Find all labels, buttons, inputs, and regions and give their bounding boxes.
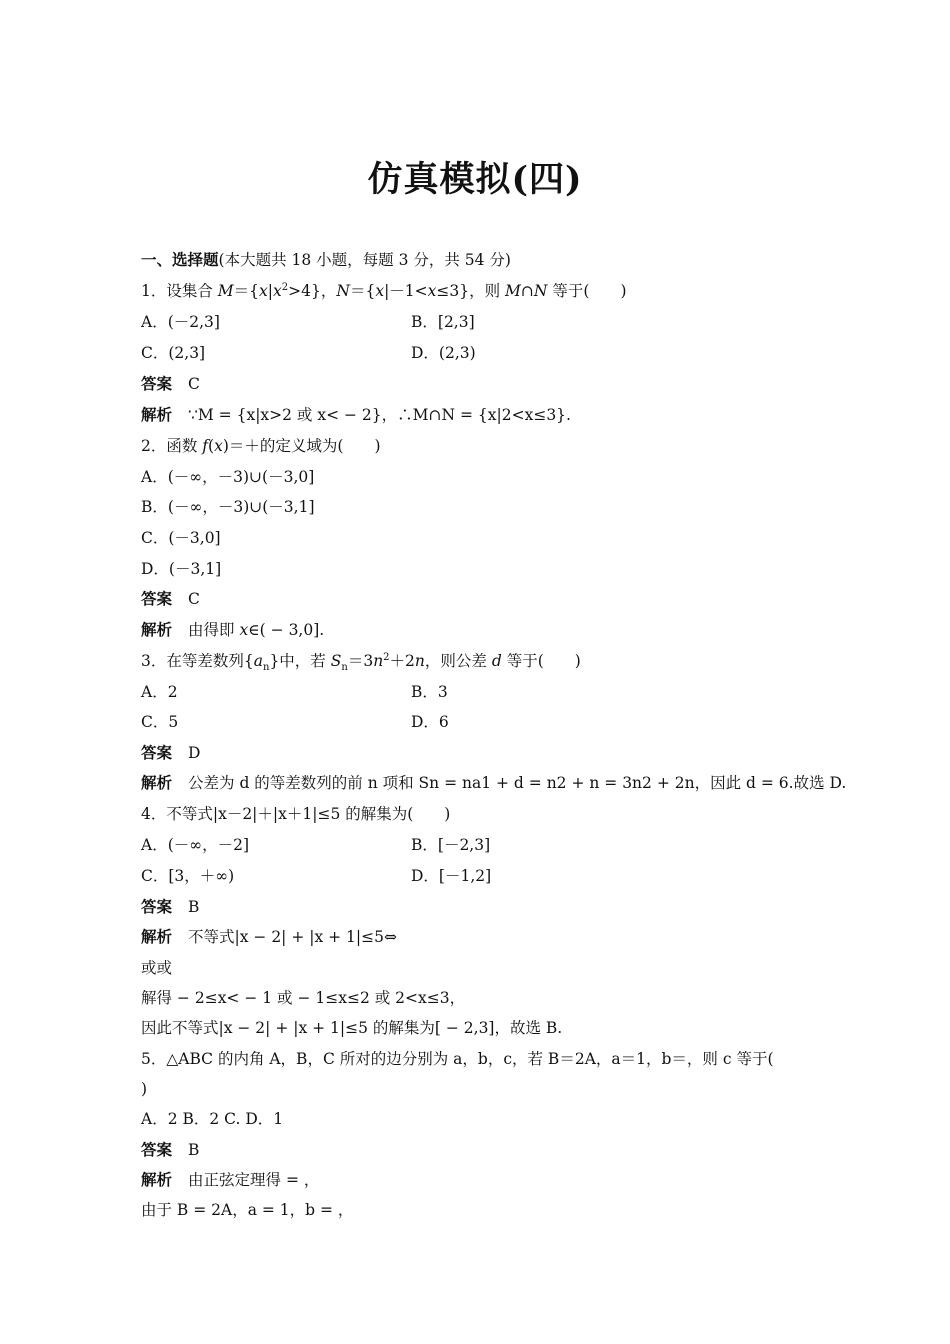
section-heading-note: (本大题共 18 小题，每题 3 分，共 54 分) — [218, 251, 511, 269]
analysis-label: 解析 — [141, 773, 173, 792]
question-2-stem — [141, 436, 381, 456]
answer-label: 答案 — [141, 374, 173, 393]
q2-option-c: C．(－3,0] — [141, 529, 221, 547]
q3-answer-value: D — [188, 744, 201, 762]
q1-answer-value: C — [188, 375, 200, 393]
answer-label: 答案 — [141, 897, 173, 916]
q1-var: x — [273, 282, 282, 300]
q1-analysis — [141, 405, 571, 425]
q3-subscript: n — [341, 662, 348, 674]
answer-label: 答案 — [141, 743, 173, 762]
q2-answer — [141, 589, 200, 609]
q4-analysis-line-2: 或或 — [141, 959, 173, 977]
q1-option-b: B．[2,3] — [411, 313, 475, 331]
question-5-stem-cont: ) — [141, 1080, 148, 1098]
q1-var: x — [259, 282, 268, 300]
q2-option-a: A．(－∞，－3)∪(－3,0] — [141, 468, 315, 486]
q3-analysis — [141, 773, 846, 793]
q1-var: M — [505, 282, 521, 300]
q2-stem-part: )＝＋的定义域为( ) — [222, 437, 381, 455]
q3-answer — [141, 743, 200, 763]
q1-stem-part: ∩ — [520, 282, 534, 300]
q2-analysis-part: ∈( − 3,0]. — [248, 621, 325, 639]
q3-stem-part: 3．在等差数列{ — [141, 652, 254, 670]
q1-superscript: 2 — [281, 281, 289, 293]
q5-answer-value: B — [188, 1141, 200, 1159]
q3-analysis-text: 公差为 d 的等差数列的前 n 项和 Sn = na1 + d = n2 + n = 3n2 + 2n，因此 d = 6.故选 D. — [188, 774, 847, 792]
q2-var: x — [239, 621, 249, 639]
q1-var: N — [533, 282, 548, 300]
q5-analysis — [141, 1170, 319, 1190]
q2-var: f — [202, 437, 209, 455]
q3-stem-part: ＝3 — [347, 652, 374, 670]
analysis-label: 解析 — [141, 927, 173, 946]
q3-var: d — [491, 652, 502, 670]
q3-stem-part: }中，若 — [269, 652, 331, 670]
q4-answer-value: B — [188, 898, 200, 916]
q1-stem-part: ＝{ — [349, 282, 376, 300]
q1-option-c: C．(2,3] — [141, 344, 206, 362]
question-4-stem: 4．不等式|x－2|＋|x＋1|≤5 的解集为( ) — [141, 805, 451, 823]
q5-analysis-text-1: 由正弦定理得 = ， — [188, 1171, 320, 1189]
q1-stem-part: 1．设集合 — [141, 282, 218, 300]
q1-analysis-text: ∵M = {x|x>2 或 x< − 2}，∴M∩N = {x|2<x≤3}. — [188, 406, 571, 424]
question-1-stem — [141, 281, 627, 301]
q2-var: x — [214, 437, 223, 455]
q2-analysis — [141, 620, 324, 640]
analysis-label: 解析 — [141, 405, 173, 424]
q2-analysis-part: 由得即 — [188, 621, 240, 639]
page-title: 仿真模拟(四) — [367, 159, 583, 200]
q3-option-b: B．3 — [411, 683, 448, 701]
q4-analysis-line-3: 解得 − 2≤x< − 1 或 − 1≤x≤2 或 2<x≤3， — [141, 989, 466, 1007]
q3-stem-part: 等于( ) — [501, 652, 581, 670]
q3-option-a: A．2 — [141, 683, 178, 701]
q3-superscript: 2 — [383, 651, 390, 663]
question-5-stem: 5．△ABC 的内角 A，B，C 所对的边分别为 a，b，c，若 B＝2A，a＝1，b＝，则 c 等于( — [141, 1050, 774, 1068]
q4-analysis-line-4: 因此不等式|x − 2| + |x + 1|≤5 的解集为[ − 2,3]，故选 B. — [141, 1019, 563, 1037]
q3-option-d: D．6 — [411, 713, 449, 731]
q1-stem-part: >4}， — [288, 282, 337, 300]
q3-var: a — [253, 652, 263, 670]
q1-stem-part: |－1< — [384, 282, 428, 300]
q1-stem-part: | — [267, 282, 274, 300]
q1-stem-part: ＝{ — [233, 282, 260, 300]
question-3-stem — [141, 651, 581, 674]
q2-option-d: D．(－3,1] — [141, 560, 222, 578]
q5-options: A．2 B．2 C. D．1 — [141, 1110, 284, 1128]
q2-stem-part: 2．函数 — [141, 437, 203, 455]
q1-var: N — [336, 282, 350, 300]
answer-label: 答案 — [141, 1140, 173, 1159]
q1-option-a: A．(－2,3] — [141, 313, 220, 331]
q4-analysis-text-1: 不等式|x − 2| + |x + 1|≤5⇔ — [188, 928, 397, 946]
q3-var: S — [330, 652, 342, 670]
q3-stem-part: ，则公差 — [424, 652, 492, 670]
q1-var: M — [217, 282, 234, 300]
q3-var: n — [414, 652, 425, 670]
q4-option-b: B．[－2,3] — [411, 836, 491, 854]
q4-option-a: A．(－∞，－2] — [141, 836, 250, 854]
q5-analysis-line-2: 由于 B = 2A，a = 1，b = ， — [141, 1201, 354, 1219]
section-heading — [141, 250, 511, 270]
answer-label: 答案 — [141, 589, 173, 608]
analysis-label: 解析 — [141, 620, 173, 639]
q4-option-d: D．[－1,2] — [411, 867, 492, 885]
q4-analysis — [141, 927, 397, 947]
section-heading-label: 一、选择题 — [141, 250, 219, 269]
q3-subscript: n — [262, 662, 270, 674]
q2-option-b: B．(－∞，－3)∪(－3,1] — [141, 498, 315, 516]
q1-stem-part: ≤3}，则 — [436, 282, 506, 300]
q3-option-c: C．5 — [141, 713, 179, 731]
analysis-label: 解析 — [141, 1170, 173, 1189]
q2-answer-value: C — [188, 590, 200, 608]
q1-stem-part: 等于( ) — [547, 282, 627, 300]
q4-answer — [141, 897, 199, 917]
q1-option-d: D．(2,3) — [411, 344, 476, 362]
q1-var: x — [375, 282, 385, 300]
q5-answer — [141, 1140, 199, 1160]
q3-var: n — [373, 652, 384, 670]
q4-option-c: C．[3，＋∞) — [141, 867, 235, 885]
q1-var: x — [427, 282, 437, 300]
q1-answer — [141, 374, 200, 394]
q2-stem-part: ( — [208, 437, 215, 455]
q3-stem-part: ＋2 — [389, 652, 415, 670]
